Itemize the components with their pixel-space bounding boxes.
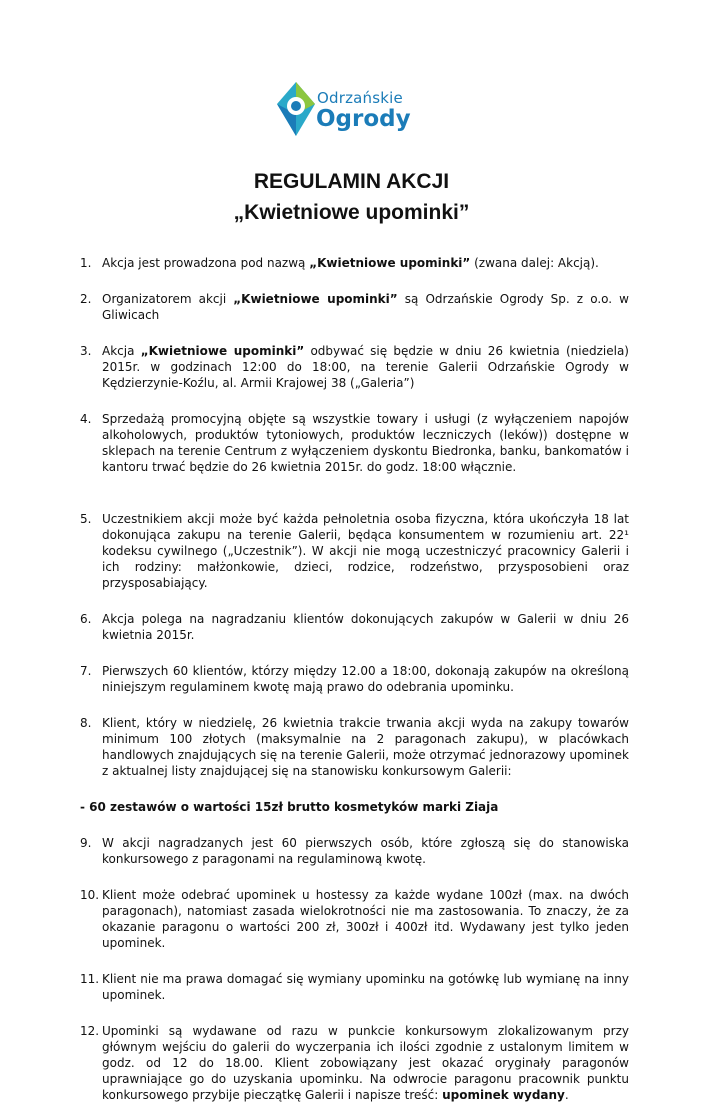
rule-number: 8.: [80, 716, 92, 730]
rule-number: 5.: [80, 512, 92, 526]
rule-text: Sprzedażą promocyjną objęte są wszystkie towary i usługi (z wyłączeniem napojów alkoholowych, produktów tytoniowych, produktów leczniczych (leków)) dostępne w sklepach na terenie Centrum z wyłączeniem dyskontu Biedronka, banku, bankomatów i kantoru trwać będzie do 26 kwietnia 2015r. do godz. 18:00 włącznie.: [102, 412, 629, 474]
rule-text-bold: „Kwietniowe upominki”: [140, 344, 305, 358]
rule-item-7: [80, 663, 629, 695]
logo-mark-icon: [275, 80, 317, 138]
rule-number: 7.: [80, 664, 92, 678]
rule-text: .: [564, 1088, 569, 1102]
rule-text: Uczestnikiem akcji może być każda pełnoletnia osoba fizyczna, która ukończyła 18 lat dokonująca zakupu na terenie Galerii, będąca konsumentem w rozumieniu art. 22¹ kodeksu cywilnego („Uczestnik”). W akcji nie mogą uczestniczyć pracownicy Galerii i ich rodziny: małżonkowie, dzieci, rodzice, rodzeństwo, przysposobieni oraz przysposabiający.: [102, 512, 629, 590]
rule-number: 2.: [80, 292, 92, 306]
rule-number: 12.: [80, 1024, 100, 1038]
rule-number: 9.: [80, 836, 92, 850]
rule-item-8: [80, 715, 629, 779]
rules-list: [80, 255, 629, 1103]
rule-text: (zwana dalej: Akcją).: [470, 256, 599, 270]
rule-text: Klient może odebrać upominek u hostessy za każde wydane 100zł (max. na dwóch paragonach), natomiast zasada wielokrotności nie ma zastosowania. To znaczy, że za okazanie paragonu o wartości 200 zł, 300zł i 400zł itd. Wydawany jest tylko jeden upominek.: [102, 888, 629, 950]
rule-item-12: [80, 1023, 629, 1103]
rule-text: odbywać się będzie w dniu 26 kwietnia (niedziela) 2015r. w godzinach 12:00 do 18:00, na terenie Galerii Odrzańskie Ogrody w Kędzierzynie-Koźlu, al. Armii Krajowej 38 („Galeria”): [102, 344, 629, 390]
logo-text-line2: Ogrody: [316, 106, 411, 132]
rule-text-bold: „Kwietniowe upominki”: [233, 292, 398, 306]
rule-item-4: [80, 411, 629, 475]
rule-text-bold: „Kwietniowe upominki”: [309, 256, 471, 270]
rule-number: 4.: [80, 412, 92, 426]
rule-text: Organizatorem akcji: [102, 292, 234, 306]
rule-item-1: [80, 255, 629, 271]
rule-text: Klient nie ma prawa domagać się wymiany upominku na gotówkę lub wymianę na inny upominek.: [102, 972, 629, 1002]
rule-text: Pierwszych 60 klientów, którzy między 12.00 a 18:00, dokonają zakupów na określoną niniejszym regulaminem kwotę mają prawo do odebrania upominku.: [102, 664, 629, 694]
rule-text: Akcja jest prowadzona pod nazwą: [102, 256, 310, 270]
rule-number: 3.: [80, 344, 92, 358]
rule-number: 10.: [80, 888, 100, 902]
reward-description: - 60 zestawów o wartości 15zł brutto kosmetyków marki Ziaja: [80, 800, 499, 814]
rule-text: W akcji nagradzanych jest 60 pierwszych osób, które zgłoszą się do stanowiska konkursowego z paragonami na regulaminową kwotę.: [102, 836, 629, 866]
company-logo: [275, 80, 435, 142]
rule-item-10: [80, 887, 629, 951]
rule-number: 1.: [80, 256, 92, 270]
rule-item-5: [80, 511, 629, 591]
rule-item-6: [80, 611, 629, 643]
rule-item-9: [80, 835, 629, 867]
rule-item-3: [80, 343, 629, 391]
rule-text: są Odrzańskie Ogrody Sp. z o.o. w Gliwicach: [102, 292, 629, 322]
logo-text-line1: Odrzańskie: [317, 89, 403, 107]
rule-text-bold: upominek wydany: [442, 1088, 565, 1102]
document-subtitle: „Kwietniowe upominki”: [233, 201, 470, 224]
rule-number: 6.: [80, 612, 92, 626]
rule-text: Klient, który w niedzielę, 26 kwietnia trakcie trwania akcji wyda na zakupy towarów minimum 100 złotych (maksymalnie na 2 paragonach zakupu), w placówkach handlowych znajdujących się na terenie Galerii, może otrzymać jednorazowy upominek z aktualnej listy znajdującej się na stanowisku konkursowym Galerii:: [102, 716, 629, 778]
rule-item-2: [80, 291, 629, 323]
document-title: REGULAMIN AKCJI: [253, 170, 450, 193]
rule-item-11: [80, 971, 629, 1003]
rule-text: Upominki są wydawane od razu w punkcie konkursowym zlokalizowanym przy głównym wejściu do galerii do wyczerpania ich ilości zgodnie z ustalonym limitem w godz. od 12 do 18.00. Klient zobowiązany jest okazać oryginały paragonów uprawniające go do uzyskania upominku. Na odwrocie paragonu pracownik punktu konkursowego przybije pieczątkę Galerii i napisze treść:: [102, 1024, 629, 1102]
rule-text: Akcja polega na nagradzaniu klientów dokonujących zakupów w Galerii w dniu 26 kwietnia 2015r.: [102, 612, 629, 642]
rule-text: Akcja: [102, 344, 141, 358]
rule-number: 11.: [80, 972, 100, 986]
